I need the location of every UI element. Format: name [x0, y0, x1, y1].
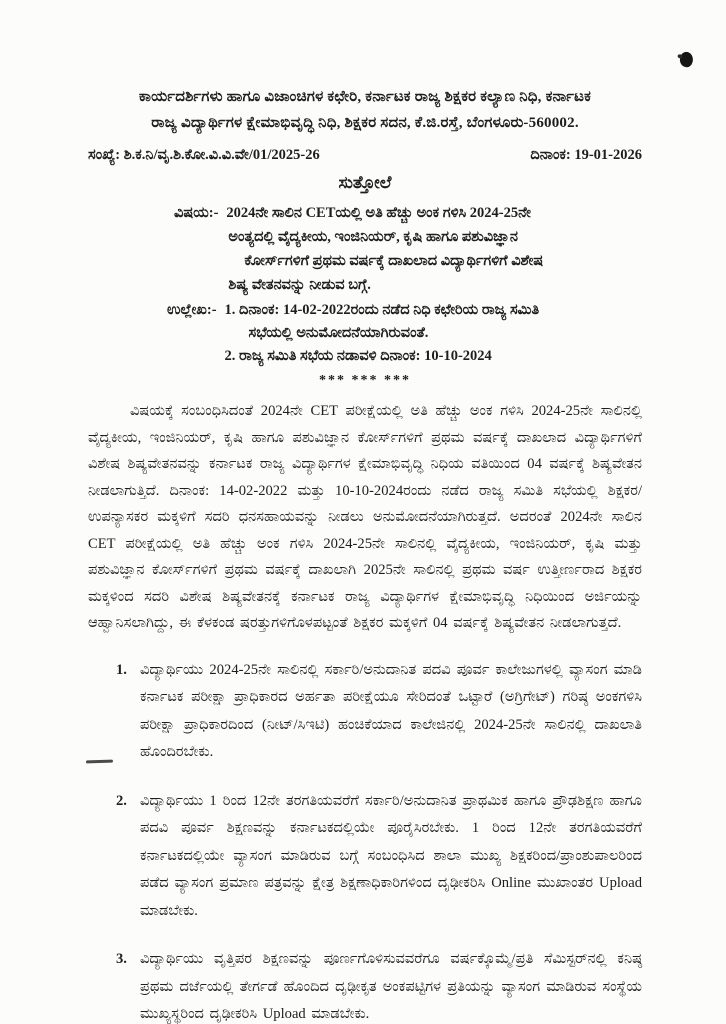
reference-block [88, 299, 642, 368]
list-item [116, 657, 642, 767]
reference-label: ಉಲ್ಲೇಖ:- [167, 302, 217, 318]
reference-date-row [88, 147, 642, 164]
subject-text [226, 201, 543, 297]
letterhead [88, 84, 642, 136]
condition-1-number: 1. [116, 661, 127, 678]
reference-item-1-line-2: ಸಭೆಯಲ್ಲಿ ಅನುಮೋದನೆಯಾಗಿರುವಂತೆ. [248, 325, 429, 341]
subject-label: ವಿಷಯ:- [174, 205, 219, 221]
condition-1-text: ವಿದ್ಯಾರ್ಥಿಯು 2024-25ನೇ ಸಾಲಿನಲ್ಲಿ ಸರ್ಕಾರಿ/ಅನುದಾನಿತ ಪದವಿ ಪೂರ್ವ ಕಾಲೇಜುಗಳಲ್ಲಿ ವ್ಯಾಸಂಗ ಮಾಡಿ ಕರ್ನಾಟಕ ಪರೀಕ್ಷಾ ಪ್ರಾಧಿಕಾರದ ಅರ್ಹತಾ ಪರೀಕ್ಷೆಯೂ ಸೇರಿದಂತೆ ಒಟ್ಟಾರೆ (ಅಗ್ರಿಗೇಟ್) ಗರಿಷ್ಠ ಅಂಕಗಳಿಸಿ ಪರೀಕ್ಷಾ ಪ್ರಾಧಿಕಾರದಿಂದ (ನೀಟ್/ಸಿಇಟಿ) ಹಂಚಿಕೆಯಾದ ಕಾಲೇಜಿನಲ್ಲಿ 2024-25ನೇ ಸಾಲಿನಲ್ಲಿ ದಾಖಲಾತಿ ಹೊಂದಿರಬೇಕು. [140, 661, 642, 760]
subject-line-3: ಕೋರ್ಸ್‌ಗಳಿಗೆ ಪ್ರಥಮ ವರ್ಷಕ್ಕೆ ದಾಖಲಾದ ವಿದ್ಯಾರ್ಥಿಗಳಿಗೆ ವಿಶೇಷ [244, 253, 544, 269]
conditions-list [88, 657, 642, 1024]
condition-2-number: 2. [116, 792, 127, 809]
condition-3-number: 3. [116, 951, 127, 967]
subject-line-4: ಶಿಷ್ಯ ವೇತನವನ್ನು ನೀಡುವ ಬಗ್ಗೆ. [228, 277, 371, 293]
letterhead-line-1: ಕಾರ್ಯದರ್ಶಿಗಳು ಹಾಗೂ ವಿಜಾಂಚಿಗಳ ಕಛೇರಿ, ಕರ್ನಾಟಕ ರಾಜ್ಯ ಶಿಕ್ಷಕರ ಕಲ್ಯಾಣ ನಿಧಿ, ಕರ್ನಾಟಕ [138, 89, 592, 105]
reference-item-2: 2. ರಾಜ್ಯ ಸಮಿತಿ ಸಭೆಯ ನಡಾವಳಿ ದಿನಾಂಕ: 10-10-2024 [224, 348, 492, 364]
subject-line-1: 2024ನೇ ಸಾಲಿನ CETಯಲ್ಲಿ ಅತಿ ಹೆಚ್ಚು ಅಂಕ ಗಳಿಸಿ 2024-25ನೇ [226, 205, 531, 221]
circular-date: ದಿನಾಂಕ: 19-01-2026 [530, 147, 642, 163]
document-content [88, 84, 642, 1024]
page-title: ಸುತ್ತೋಲೆ [338, 173, 392, 192]
asterisk-separator: *** *** *** [319, 373, 411, 388]
letterhead-line-2: ರಾಜ್ಯ ವಿದ್ಯಾರ್ಥಿಗಳ ಕ್ಷೇಮಾಭಿವೃದ್ಧಿ ನಿಧಿ, ಶಿಕ್ಷಕರ ಸದನ, ಕೆ.ಜಿ.ರಸ್ತೆ, ಬೆಂಗಳೂರು-560002. [151, 115, 579, 131]
subject-line-2: ಅಂತ್ಯದಲ್ಲಿ ವೈದ್ಯಕೀಯ, ಇಂಜಿನಿಯರ್, ಕೃಷಿ ಹಾಗೂ ಪಶುವಿಜ್ಞಾನ [228, 229, 518, 245]
list-item [116, 946, 642, 1024]
reference-text [225, 299, 540, 368]
list-item [116, 788, 642, 926]
ink-smudge-icon [678, 51, 694, 69]
circular-number: ಸಂಖ್ಯೆ: ಶಿ.ಕ.ನಿ/ವೃ.ಶಿ.ಕೋ.ವಿ.ವಿ.ವೇ/01/2025-26 [88, 147, 320, 163]
subject-block [88, 201, 642, 297]
condition-3-text: ವಿದ್ಯಾರ್ಥಿಯು ವೃತ್ತಿಪರ ಶಿಕ್ಷಣವನ್ನು ಪೂರ್ಣಗೊಳಿಸುವವರೆಗೂ ವರ್ಷಕ್ಕೊಮ್ಮೆ/ಪ್ರತಿ ಸೆಮಿಸ್ಟರ್‌ನಲ್ಲಿ ಕನಿಷ್ಠ ಪ್ರಥಮ ದರ್ಜೆಯಲ್ಲಿ ತೇರ್ಗಡೆ ಹೊಂದಿದ ದೃಢೀಕೃತ ಅಂಕಪಟ್ಟಿಗಳ ಪ್ರತಿಯನ್ನು ವ್ಯಾಸಂಗ ಮಾಡಿರುವ ಸಂಸ್ಥೆಯ ಮುಖ್ಯಸ್ಥರಿಂದ ದೃಢೀಕರಿಸಿ Upload ಮಾಡಬೇಕು. [140, 951, 642, 1022]
body-paragraph: ವಿಷಯಕ್ಕೆ ಸಂಬಂಧಿಸಿದಂತೆ 2024ನೇ CET ಪರೀಕ್ಷೆಯಲ್ಲಿ ಅತಿ ಹೆಚ್ಚು ಅಂಕ ಗಳಿಸಿ 2024-25ನೇ ಸಾಲಿನಲ್ಲಿ ವೈದ್ಯಕೀಯ, ಇಂಜಿನಿಯರ್, ಕೃಷಿ ಹಾಗೂ ಪಶುವಿಜ್ಞಾನ ಕೋರ್ಸ್‌ಗಳಿಗೆ ಪ್ರಥಮ ವರ್ಷಕ್ಕೆ ದಾಖಲಾದ ವಿದ್ಯಾರ್ಥಿಗಳಿಗೆ ವಿಶೇಷ ಶಿಷ್ಯವೇತನವನ್ನು ಕರ್ನಾಟಕ ರಾಜ್ಯ ವಿದ್ಯಾರ್ಥಿಗಳ ಕ್ಷೇಮಾಭಿವೃದ್ಧಿ ನಿಧಿಯ ವತಿಯಿಂದ 04 ವರ್ಷಕ್ಕೆ ಶಿಷ್ಯವೇತನ ನೀಡಲಾಗುತ್ತಿದೆ. ದಿನಾಂಕ: 14-02-2022 ಮತ್ತು 10-10-2024ರಂದು ನಡೆದ ರಾಜ್ಯ ಸಮಿತಿ ಸಭೆಯಲ್ಲಿ ಶಿಕ್ಷಕರ/ಉಪನ್ಯಾಸಕರ ಮಕ್ಕಳಿಗೆ ಸದರಿ ಧನಸಹಾಯವನ್ನು ನೀಡಲು ಅನುಮೋದನೆಯಾಗಿರುತ್ತದೆ. ಅದರಂತೆ 2024ನೇ ಸಾಲಿನ CET ಪರೀಕ್ಷೆಯಲ್ಲಿ ಅತಿ ಹೆಚ್ಚು ಅಂಕ ಗಳಿಸಿ 2024-25ನೇ ಸಾಲಿನಲ್ಲಿ ವೈದ್ಯಕೀಯ, ಇಂಜಿನಿಯರ್, ಕೃಷಿ ಮತ್ತು ಪಶುವಿಜ್ಞಾನ ಕೋರ್ಸ್‌ಗಳಿಗೆ ಪ್ರಥಮ ವರ್ಷಕ್ಕೆ ದಾಖಲಾಗಿ 2025ನೇ ಸಾಲಿನಲ್ಲಿ ಪ್ರಥಮ ವರ್ಷ ಉತ್ತೀರ್ಣರಾದ ಶಿಕ್ಷಕರ ಮಕ್ಕಳಿಂದ ಸದರಿ ವಿಶೇಷ ಶಿಷ್ಯವೇತನಕ್ಕೆ ಕರ್ನಾಟಕ ರಾಜ್ಯ ವಿದ್ಯಾರ್ಥಿಗಳ ಕ್ಷೇಮಾಭಿವೃದ್ಧಿ ನಿಧಿಯಿಂದ ಅರ್ಜಿಯನ್ನು ಆಹ್ವಾನಿಸಲಾಗಿದ್ದು, ಈ ಕೆಳಕಂಡ ಷರತ್ತುಗಳಿಗೊಳಪಟ್ಟಂತೆ ಶಿಕ್ಷಕರ ಮಕ್ಕಳಿಗೆ 04 ವರ್ಷಕ್ಕೆ ಶಿಷ್ಯವೇತನ ನೀಡಲಾಗುತ್ತದೆ. [88, 403, 642, 631]
condition-2-text: ವಿದ್ಯಾರ್ಥಿಯು 1 ರಿಂದ 12ನೇ ತರಗತಿಯವರೆಗೆ ಸರ್ಕಾರಿ/ಅನುದಾನಿತ ಪ್ರಾಥಮಿಕ ಹಾಗೂ ಪ್ರೌಢಶಿಕ್ಷಣ ಹಾಗೂ ಪದವಿ ಪೂರ್ವ ಶಿಕ್ಷಣವನ್ನು ಕರ್ನಾಟಕದಲ್ಲಿಯೇ ಪೂರೈಸಿರಬೇಕು. 1 ರಿಂದ 12ನೇ ತರಗತಿಯವರೆಗೆ ಕರ್ನಾಟಕದಲ್ಲಿಯೇ ವ್ಯಾಸಂಗ ಮಾಡಿರುವ ಬಗ್ಗೆ ಸಂಬಂಧಿಸಿದ ಶಾಲಾ ಮುಖ್ಯ ಶಿಕ್ಷಕರಿಂದ/ಪ್ರಾಂಶುಪಾಲರಿಂದ ಪಡೆದ ವ್ಯಾಸಂಗ ಪ್ರಮಾಣ ಪತ್ರವನ್ನು ಕ್ಷೇತ್ರ ಶಿಕ್ಷಣಾಧಿಕಾರಿಗಳಿಂದ ದೃಢೀಕರಿಸಿ Online ಮುಖಾಂತರ Upload ಮಾಡಬೇಕು. [140, 792, 642, 919]
reference-item-1-line-1: 1. ದಿನಾಂಕ: 14-02-2022ರಂದು ನಡೆದ ನಿಧಿ ಕಛೇರಿಯ ರಾಜ್ಯ ಸಮಿತಿ [224, 302, 540, 318]
